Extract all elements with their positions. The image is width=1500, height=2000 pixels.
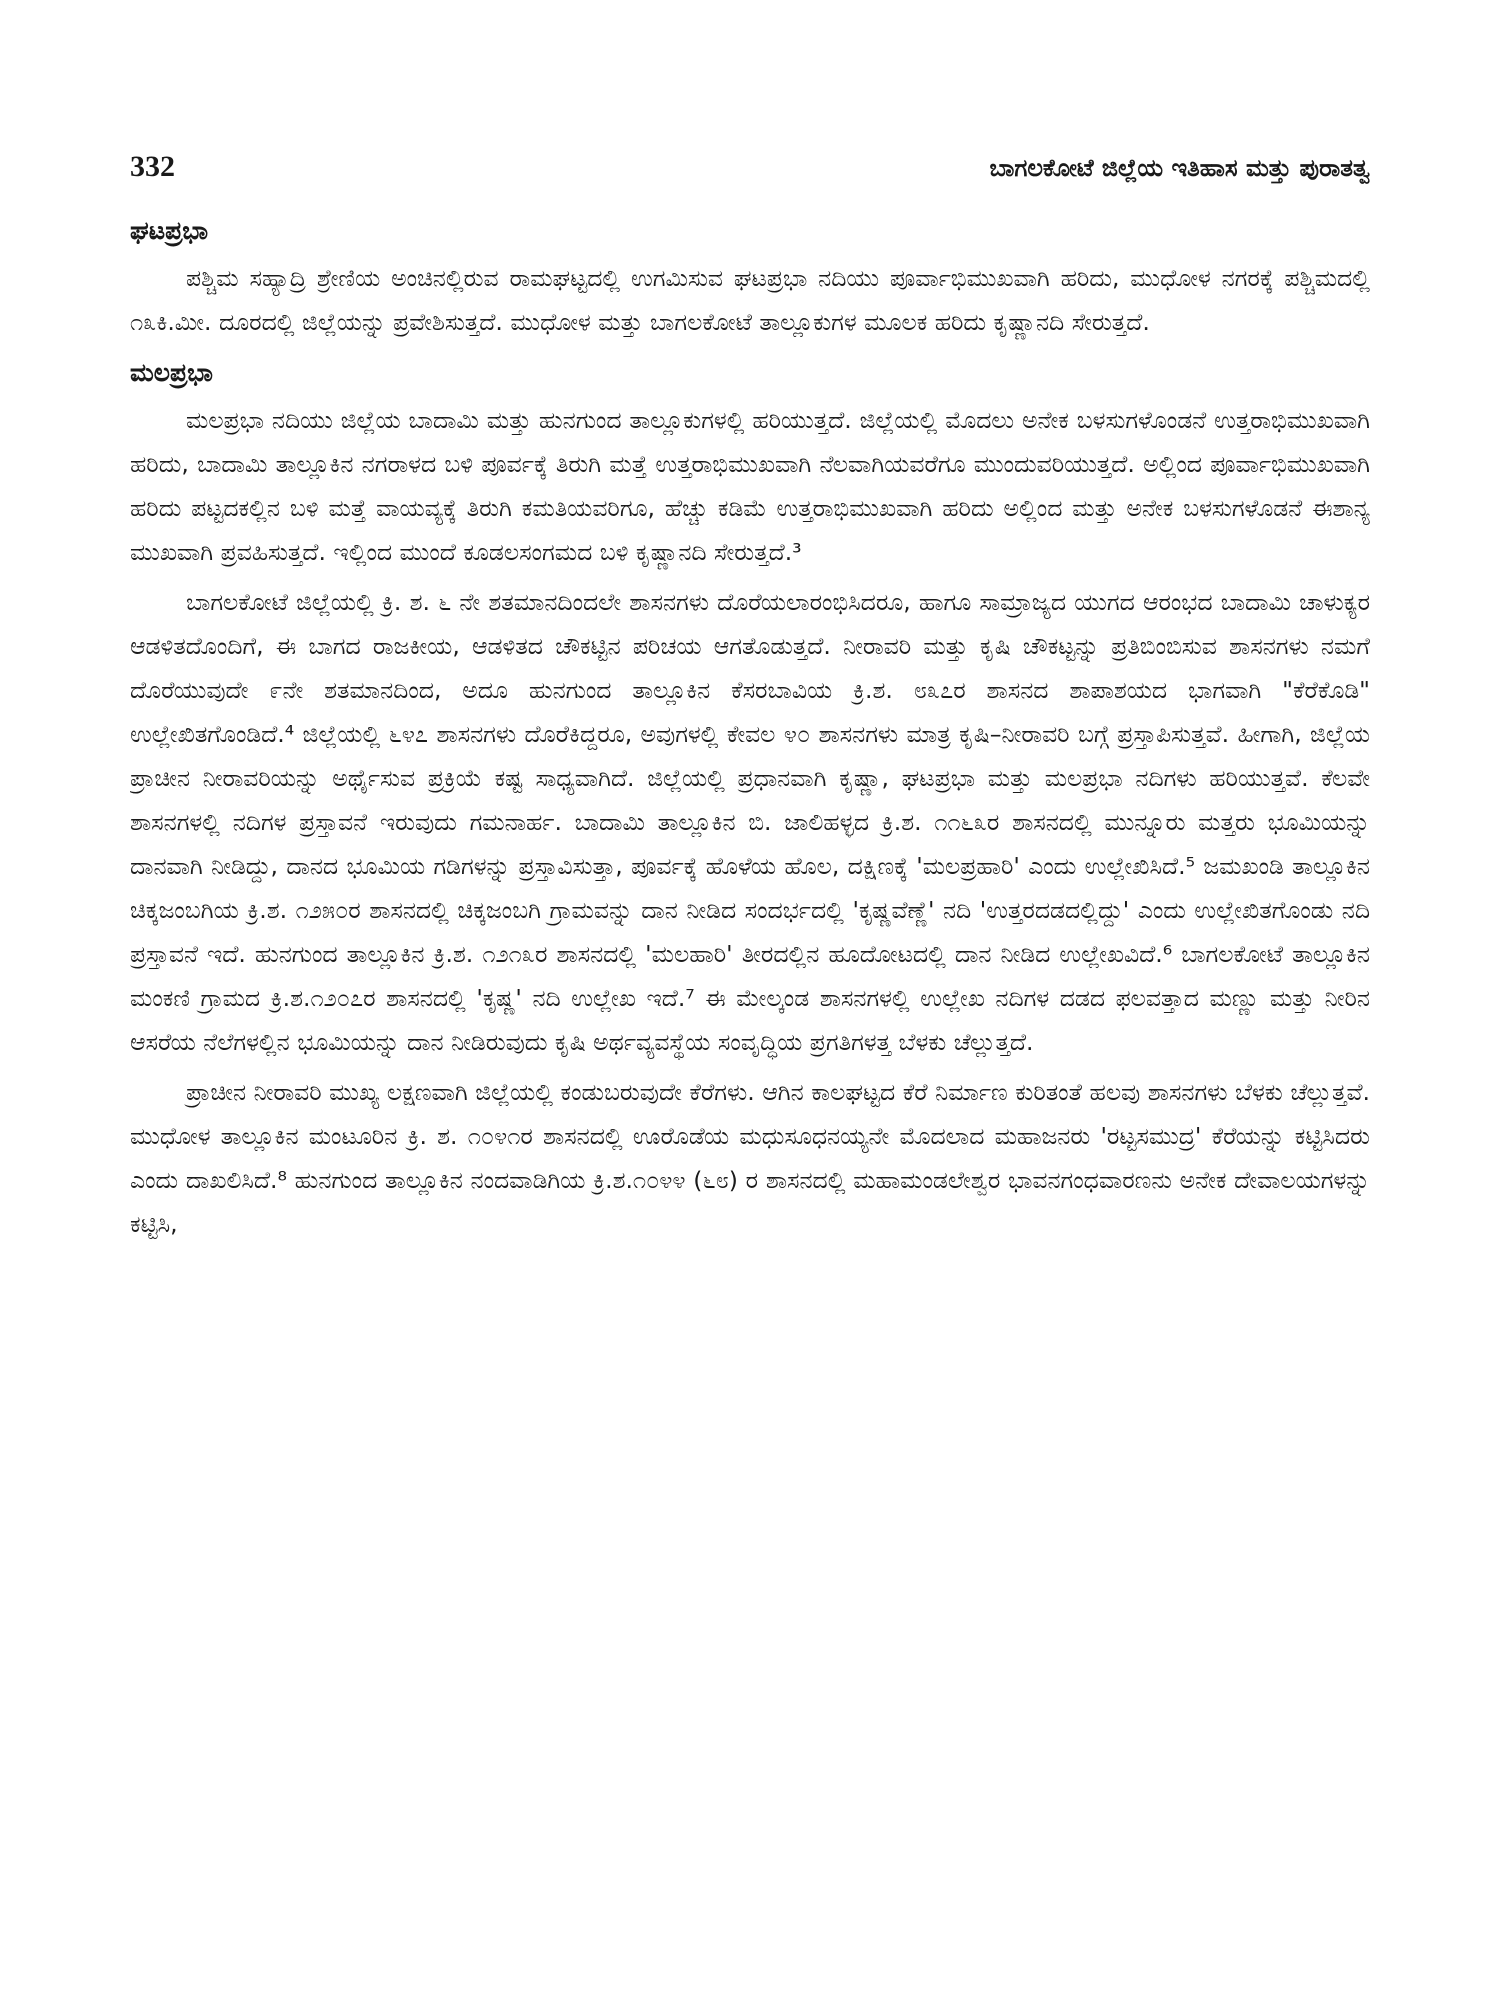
page-number: 332: [130, 150, 175, 183]
book-title: ಬಾಗಲಕೋಟೆ ಜಿಲ್ಲೆಯ ಇತಿಹಾಸ ಮತ್ತು ಪುರಾತತ್ವ: [989, 154, 1370, 182]
book-page: [130, 150, 1370, 1930]
paragraph: ಬಾಗಲಕೋಟೆ ಜಿಲ್ಲೆಯಲ್ಲಿ ಕ್ರಿ. ಶ. ೬ ನೇ ಶತಮಾನದಿಂದಲೇ ಶಾಸನಗಳು ದೊರೆಯಲಾರಂಭಿಸಿದರೂ, ಹಾಗೂ ಸಾಮ್ರಾಜ್ಯದ ಯುಗದ ಆರಂಭದ ಬಾದಾಮಿ ಚಾಳುಕ್ಯರ ಆಡಳಿತದೊಂದಿಗೆ, ಈ ಬಾಗದ ರಾಜಕೀಯ, ಆಡಳಿತದ ಚೌಕಟ್ಟಿನ ಪರಿಚಯ ಆಗತೊಡುತ್ತದೆ. ನೀರಾವರಿ ಮತ್ತು ಕೃಷಿ ಚೌಕಟ್ಟನ್ನು ಪ್ರತಿಬಿಂಬಿಸುವ ಶಾಸನಗಳು ನಮಗೆ ದೊರೆಯುವುದೇ ೯ನೇ ಶತಮಾನದಿಂದ, ಅದೂ ಹುನಗುಂದ ತಾಲ್ಲೂಕಿನ ಕೆಸರಬಾವಿಯ ಕ್ರಿ.ಶ. ೮೩೭ರ ಶಾಸನದ ಶಾಪಾಶಯದ ಭಾಗವಾಗಿ "ಕೆರೆಕೊಡಿ" ಉಲ್ಲೇಖಿತಗೊಂಡಿದೆ.⁴ ಜಿಲ್ಲೆಯಲ್ಲಿ ೬೪೭ ಶಾಸನಗಳು ದೊರೆಕಿದ್ದರೂ, ಅವುಗಳಲ್ಲಿ ಕೇವಲ ೪೦ ಶಾಸನಗಳು ಮಾತ್ರ ಕೃಷಿ–ನೀರಾವರಿ ಬಗ್ಗೆ ಪ್ರಸ್ತಾಪಿಸುತ್ತವೆ. ಹೀಗಾಗಿ, ಜಿಲ್ಲೆಯ ಪ್ರಾಚೀನ ನೀರಾವರಿಯನ್ನು ಅರ್ಥೈಸುವ ಪ್ರಕ್ರಿಯೆ ಕಷ್ಟ ಸಾಧ್ಯವಾಗಿದೆ. ಜಿಲ್ಲೆಯಲ್ಲಿ ಪ್ರಧಾನವಾಗಿ ಕೃಷ್ಣಾ, ಘಟಪ್ರಭಾ ಮತ್ತು ಮಲಪ್ರಭಾ ನದಿಗಳು ಹರಿಯುತ್ತವೆ. ಕೆಲವೇ ಶಾಸನಗಳಲ್ಲಿ ನದಿಗಳ ಪ್ರಸ್ತಾವನೆ ಇರುವುದು ಗಮನಾರ್ಹ. ಬಾದಾಮಿ ತಾಲ್ಲೂಕಿನ ಬಿ. ಜಾಲಿಹಳ್ಳದ ಕ್ರಿ.ಶ. ೧೧೬೩ರ ಶಾಸನದಲ್ಲಿ ಮುನ್ನೂರು ಮತ್ತರು ಭೂಮಿಯನ್ನು ದಾನವಾಗಿ ನೀಡಿದ್ದು, ದಾನದ ಭೂಮಿಯ ಗಡಿಗಳನ್ನು ಪ್ರಸ್ತಾವಿಸುತ್ತಾ, ಪೂರ್ವಕ್ಕೆ ಹೊಳೆಯ ಹೊಲ, ದಕ್ಷಿಣಕ್ಕೆ 'ಮಲಪ್ರಹಾರಿ' ಎಂದು ಉಲ್ಲೇಖಿಸಿದೆ.⁵ ಜಮಖಂಡಿ ತಾಲ್ಲೂಕಿನ ಚಿಕ್ಕಜಂಬಗಿಯ ಕ್ರಿ.ಶ. ೧೨೫೦ರ ಶಾಸನದಲ್ಲಿ ಚಿಕ್ಕಜಂಬಗಿ ಗ್ರಾಮವನ್ನು ದಾನ ನೀಡಿದ ಸಂದರ್ಭದಲ್ಲಿ 'ಕೃಷ್ಣವೆಣ್ಣೆ' ನದಿ 'ಉತ್ತರದಡದಲ್ಲಿದ್ದು' ಎಂದು ಉಲ್ಲೇಖಿತಗೊಂಡು ನದಿ ಪ್ರಸ್ತಾವನೆ ಇದೆ. ಹುನಗುಂದ ತಾಲ್ಲೂಕಿನ ಕ್ರಿ.ಶ. ೧೨೧೩ರ ಶಾಸನದಲ್ಲಿ 'ಮಲಹಾರಿ' ತೀರದಲ್ಲಿನ ಹೂದೋಟದಲ್ಲಿ ದಾನ ನೀಡಿದ ಉಲ್ಲೇಖವಿದೆ.⁶ ಬಾಗಲಕೋಟೆ ತಾಲ್ಲೂಕಿನ ಮಂಕಣಿ ಗ್ರಾಮದ ಕ್ರಿ.ಶ.೧೨೦೭ರ ಶಾಸನದಲ್ಲಿ 'ಕೃಷ್ಣ' ನದಿ ಉಲ್ಲೇಖ ಇದೆ.⁷ ಈ ಮೇಲ್ಕಂಡ ಶಾಸನಗಳಲ್ಲಿ ಉಲ್ಲೇಖ ನದಿಗಳ ದಡದ ಫಲವತ್ತಾದ ಮಣ್ಣು ಮತ್ತು ನೀರಿನ ಆಸರೆಯ ನೆಲೆಗಳಲ್ಲಿನ ಭೂಮಿಯನ್ನು ದಾನ ನೀಡಿರುವುದು ಕೃಷಿ ಅರ್ಥವ್ಯವಸ್ಥೆಯ ಸಂವೃದ್ಧಿಯ ಪ್ರಗತಿಗಳತ್ತ ಬೆಳಕು ಚೆಲ್ಲುತ್ತದೆ.: [130, 588, 1370, 1056]
section-heading: ಮಲಪ್ರಭಾ: [130, 358, 214, 387]
paragraph: ಪಶ್ಚಿಮ ಸಹ್ಯಾದ್ರಿ ಶ್ರೇಣಿಯ ಅಂಚಿನಲ್ಲಿರುವ ರಾಮಘಟ್ಟದಲ್ಲಿ ಉಗಮಿಸುವ ಘಟಪ್ರಭಾ ನದಿಯು ಪೂರ್ವಾಭಿಮುಖವಾಗಿ ಹರಿದು, ಮುಧೋಳ ನಗರಕ್ಕೆ ಪಶ್ಚಿಮದಲ್ಲಿ ೧೩ಕಿ.ಮೀ. ದೂರದಲ್ಲಿ ಜಿಲ್ಲೆಯನ್ನು ಪ್ರವೇಶಿಸುತ್ತದೆ. ಮುಧೋಳ ಮತ್ತು ಬಾಗಲಕೋಟೆ ತಾಲ್ಲೂಕುಗಳ ಮೂಲಕ ಹರಿದು ಕೃಷ್ಣಾನದಿ ಸೇರುತ್ತದೆ.: [130, 264, 1370, 336]
section-malaprabha: [130, 358, 1370, 1246]
section-heading: ಘಟಪ್ರಭಾ: [130, 216, 209, 245]
paragraph: ಮಲಪ್ರಭಾ ನದಿಯು ಜಿಲ್ಲೆಯ ಬಾದಾಮಿ ಮತ್ತು ಹುನಗುಂದ ತಾಲ್ಲೂಕುಗಳಲ್ಲಿ ಹರಿಯುತ್ತದೆ. ಜಿಲ್ಲೆಯಲ್ಲಿ ಮೊದಲು ಅನೇಕ ಬಳಸುಗಳೊಂಡನೆ ಉತ್ತರಾಭಿಮುಖವಾಗಿ ಹರಿದು, ಬಾದಾಮಿ ತಾಲ್ಲೂಕಿನ ನಗರಾಳದ ಬಳಿ ಪೂರ್ವಕ್ಕೆ ತಿರುಗಿ ಮತ್ತೆ ಉತ್ತರಾಭಿಮುಖವಾಗಿ ನೆಲವಾಗಿಯವರೆಗೂ ಮುಂದುವರಿಯುತ್ತದೆ. ಅಲ್ಲಿಂದ ಪೂರ್ವಾಭಿಮುಖವಾಗಿ ಹರಿದು ಪಟ್ಟದಕಲ್ಲಿನ ಬಳಿ ಮತ್ತೆ ವಾಯವ್ಯಕ್ಕೆ ತಿರುಗಿ ಕಮತಿಯವರಿಗೂ, ಹೆಚ್ಚು ಕಡಿಮೆ ಉತ್ತರಾಭಿಮುಖವಾಗಿ ಹರಿದು ಅಲ್ಲಿಂದ ಮತ್ತು ಅನೇಕ ಬಳಸುಗಳೊಡನೆ ಈಶಾನ್ಯ ಮುಖವಾಗಿ ಪ್ರವಹಿಸುತ್ತದೆ. ಇಲ್ಲಿಂದ ಮುಂದೆ ಕೂಡಲಸಂಗಮದ ಬಳಿ ಕೃಷ್ಣಾನದಿ ಸೇರುತ್ತದೆ.³: [130, 406, 1370, 566]
paragraph: ಪ್ರಾಚೀನ ನೀರಾವರಿ ಮುಖ್ಯ ಲಕ್ಷಣವಾಗಿ ಜಿಲ್ಲೆಯಲ್ಲಿ ಕಂಡುಬರುವುದೇ ಕೆರೆಗಳು. ಆಗಿನ ಕಾಲಘಟ್ಟದ ಕೆರೆ ನಿರ್ಮಾಣ ಕುರಿತಂತೆ ಹಲವು ಶಾಸನಗಳು ಬೆಳಕು ಚೆಲ್ಲುತ್ತವೆ. ಮುಧೋಳ ತಾಲ್ಲೂಕಿನ ಮಂಟೂರಿನ ಕ್ರಿ. ಶ. ೧೦೪೧ರ ಶಾಸನದಲ್ಲಿ ಊರೊಡೆಯ ಮಧುಸೂಧನಯ್ಯನೇ ಮೊದಲಾದ ಮಹಾಜನರು 'ರಟ್ಟಸಮುದ್ರ' ಕೆರೆಯನ್ನು ಕಟ್ಟಿಸಿದರು ಎಂದು ದಾಖಲಿಸಿದೆ.⁸ ಹುನಗುಂದ ತಾಲ್ಲೂಕಿನ ನಂದವಾಡಿಗಿಯ ಕ್ರಿ.ಶ.೧೦೪೪ (೬೮) ರ ಶಾಸನದಲ್ಲಿ ಮಹಾಮಂಡಲೇಶ್ವರ ಭಾವನಗಂಧವಾರಣನು ಅನೇಕ ದೇವಾಲಯಗಳನ್ನು ಕಟ್ಟಿಸಿ,: [130, 1078, 1370, 1238]
running-head: [130, 150, 1370, 198]
section-ghataprabha: [130, 216, 1370, 344]
